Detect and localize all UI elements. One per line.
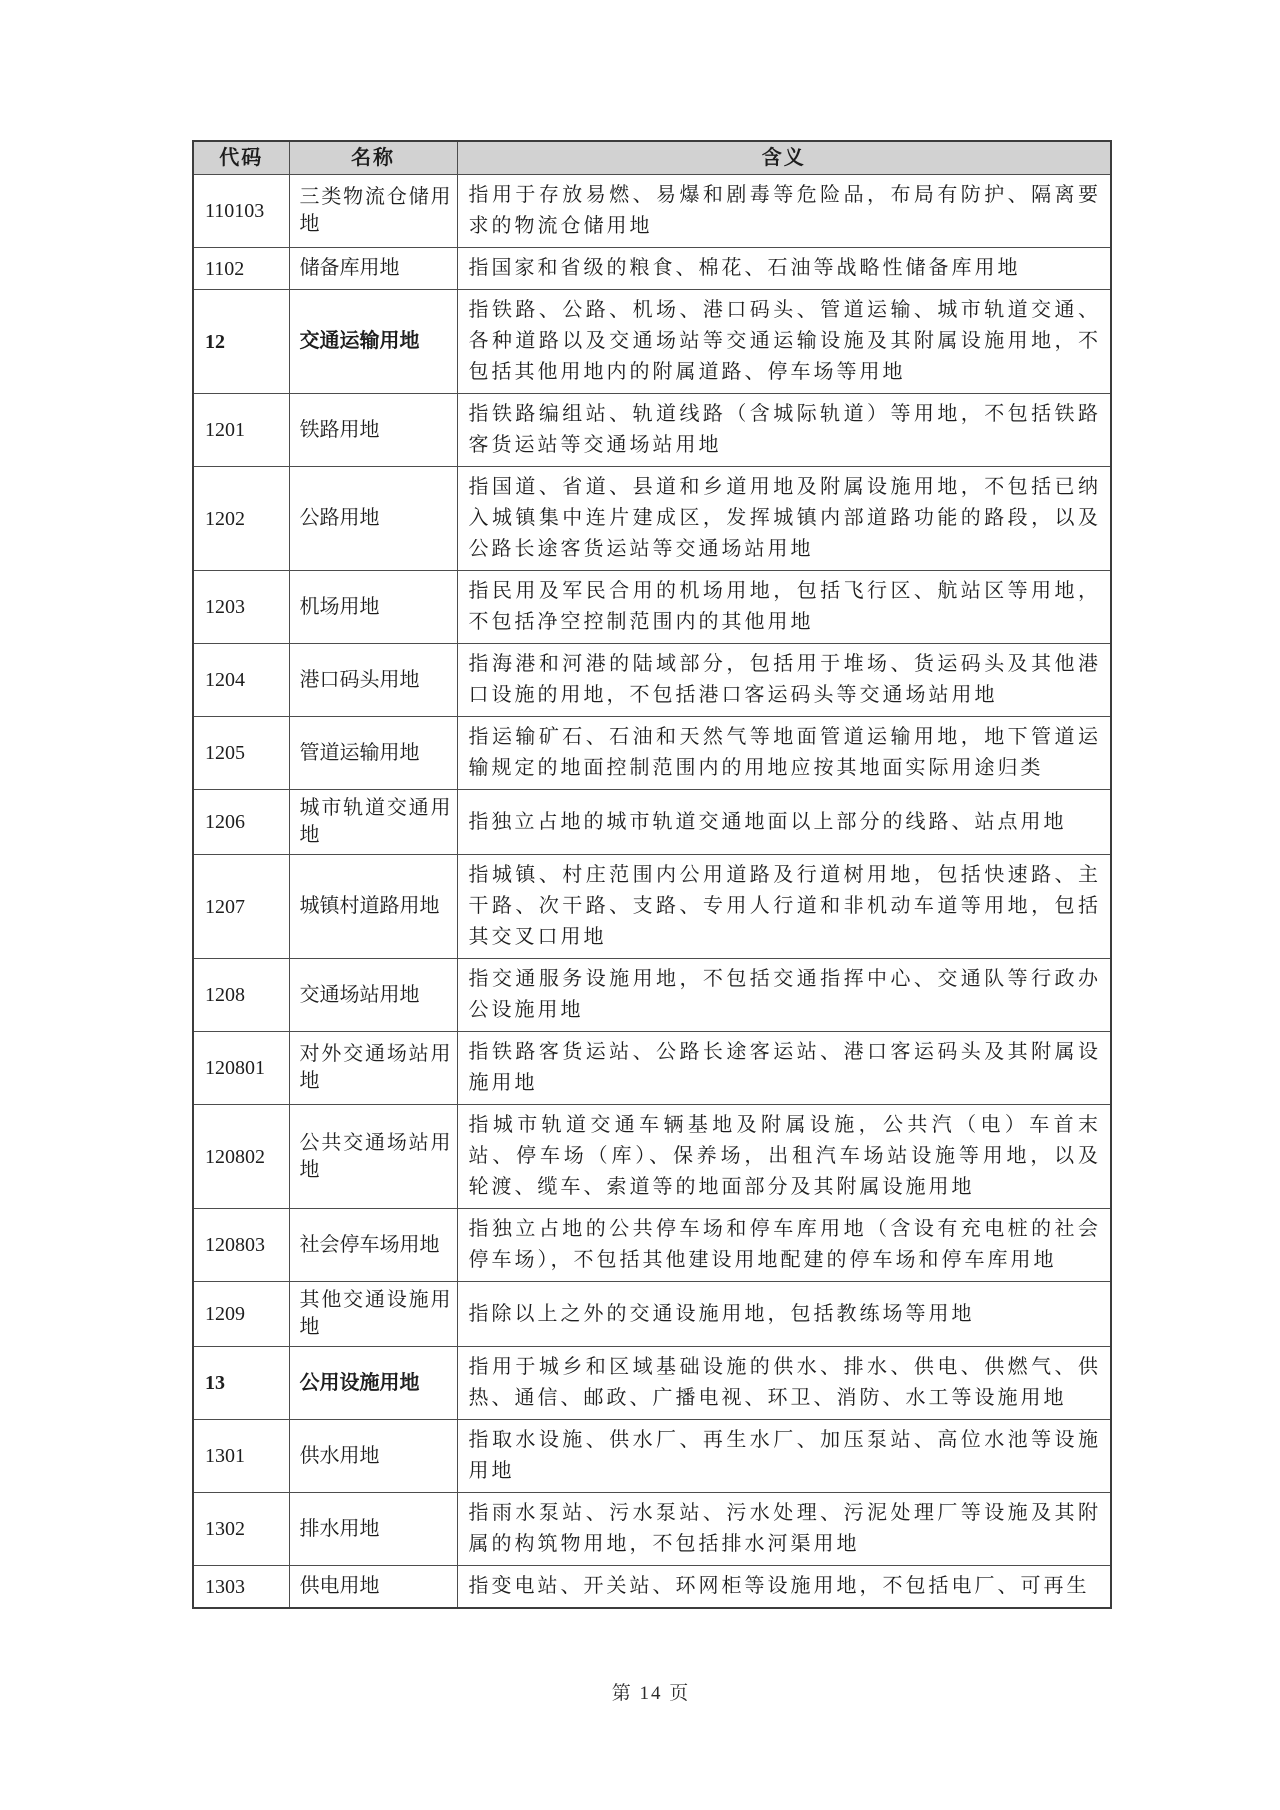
name-cell: 公用设施用地 <box>289 1347 457 1420</box>
table-row <box>193 290 1111 394</box>
name-cell: 公路用地 <box>289 467 457 571</box>
meaning-cell: 指雨水泵站、污水泵站、污水处理、污泥处理厂等设施及其附属的构筑物用地，不包括排水河渠用地 <box>457 1493 1111 1566</box>
name-cell: 城镇村道路用地 <box>289 855 457 959</box>
name-cell: 三类物流仓储用地 <box>289 175 457 248</box>
page-footer <box>192 1678 1110 1705</box>
table-row <box>193 790 1111 855</box>
table-row <box>193 1420 1111 1493</box>
code-cell: 120801 <box>193 1032 289 1105</box>
table-row <box>193 1282 1111 1347</box>
name-cell: 港口码头用地 <box>289 644 457 717</box>
name-cell: 排水用地 <box>289 1493 457 1566</box>
meaning-cell: 指变电站、开关站、环网柜等设施用地，不包括电厂、可再生 <box>457 1566 1111 1609</box>
table-body <box>193 175 1111 1609</box>
land-use-classification-table <box>192 140 1112 1609</box>
page-number: 第 14 页 <box>611 1683 691 1704</box>
meaning-cell: 指用于存放易燃、易爆和剧毒等危险品，布局有防护、隔离要求的物流仓储用地 <box>457 175 1111 248</box>
code-cell: 13 <box>193 1347 289 1420</box>
name-cell: 铁路用地 <box>289 394 457 467</box>
col-header-name: 名称 <box>289 141 457 175</box>
meaning-cell: 指城镇、村庄范围内公用道路及行道树用地，包括快速路、主干路、次干路、支路、专用人行道和非机动车道等用地，包括其交叉口用地 <box>457 855 1111 959</box>
name-cell: 储备库用地 <box>289 248 457 290</box>
code-cell: 1102 <box>193 248 289 290</box>
table-row <box>193 175 1111 248</box>
code-cell: 1206 <box>193 790 289 855</box>
name-cell: 交通运输用地 <box>289 290 457 394</box>
code-cell: 1208 <box>193 959 289 1032</box>
header-row <box>193 141 1111 175</box>
name-cell: 供水用地 <box>289 1420 457 1493</box>
code-cell: 1209 <box>193 1282 289 1347</box>
meaning-cell: 指独立占地的城市轨道交通地面以上部分的线路、站点用地 <box>457 790 1111 855</box>
name-cell: 供电用地 <box>289 1566 457 1609</box>
code-cell: 120802 <box>193 1105 289 1209</box>
name-cell: 交通场站用地 <box>289 959 457 1032</box>
code-cell: 12 <box>193 290 289 394</box>
table-row <box>193 1493 1111 1566</box>
table-row <box>193 248 1111 290</box>
meaning-cell: 指取水设施、供水厂、再生水厂、加压泵站、高位水池等设施用地 <box>457 1420 1111 1493</box>
table-row <box>193 571 1111 644</box>
code-cell: 1202 <box>193 467 289 571</box>
table-row <box>193 394 1111 467</box>
code-cell: 110103 <box>193 175 289 248</box>
meaning-cell: 指铁路编组站、轨道线路（含城际轨道）等用地，不包括铁路客货运站等交通场站用地 <box>457 394 1111 467</box>
name-cell: 公共交通场站用地 <box>289 1105 457 1209</box>
table-row <box>193 1209 1111 1282</box>
table-row <box>193 1105 1111 1209</box>
table-header <box>193 141 1111 175</box>
name-cell: 城市轨道交通用地 <box>289 790 457 855</box>
name-cell: 管道运输用地 <box>289 717 457 790</box>
code-cell: 1201 <box>193 394 289 467</box>
meaning-cell: 指国家和省级的粮食、棉花、石油等战略性储备库用地 <box>457 248 1111 290</box>
meaning-cell: 指铁路、公路、机场、港口码头、管道运输、城市轨道交通、各种道路以及交通场站等交通运输设施及其附属设施用地，不包括其他用地内的附属道路、停车场等用地 <box>457 290 1111 394</box>
meaning-cell: 指城市轨道交通车辆基地及附属设施，公共汽（电）车首末站、停车场（库）、保养场，出租汽车场站设施等用地，以及轮渡、缆车、索道等的地面部分及其附属设施用地 <box>457 1105 1111 1209</box>
meaning-cell: 指用于城乡和区域基础设施的供水、排水、供电、供燃气、供热、通信、邮政、广播电视、环卫、消防、水工等设施用地 <box>457 1347 1111 1420</box>
table-row <box>193 855 1111 959</box>
name-cell: 对外交通场站用地 <box>289 1032 457 1105</box>
table-row <box>193 959 1111 1032</box>
table-row <box>193 1032 1111 1105</box>
meaning-cell: 指除以上之外的交通设施用地，包括教练场等用地 <box>457 1282 1111 1347</box>
code-cell: 1205 <box>193 717 289 790</box>
code-cell: 1302 <box>193 1493 289 1566</box>
meaning-cell: 指铁路客货运站、公路长途客运站、港口客运码头及其附属设施用地 <box>457 1032 1111 1105</box>
meaning-cell: 指运输矿石、石油和天然气等地面管道运输用地，地下管道运输规定的地面控制范围内的用地应按其地面实际用途归类 <box>457 717 1111 790</box>
name-cell: 社会停车场用地 <box>289 1209 457 1282</box>
code-cell: 1303 <box>193 1566 289 1609</box>
table-row <box>193 467 1111 571</box>
col-header-meaning: 含义 <box>457 141 1111 175</box>
table-row <box>193 644 1111 717</box>
meaning-cell: 指国道、省道、县道和乡道用地及附属设施用地，不包括已纳入城镇集中连片建成区，发挥城镇内部道路功能的路段，以及公路长途客货运站等交通场站用地 <box>457 467 1111 571</box>
code-cell: 1207 <box>193 855 289 959</box>
name-cell: 机场用地 <box>289 571 457 644</box>
code-cell: 1301 <box>193 1420 289 1493</box>
table-row <box>193 1347 1111 1420</box>
table-row <box>193 1566 1111 1609</box>
name-cell: 其他交通设施用地 <box>289 1282 457 1347</box>
col-header-code: 代码 <box>193 141 289 175</box>
meaning-cell: 指海港和河港的陆域部分，包括用于堆场、货运码头及其他港口设施的用地，不包括港口客运码头等交通场站用地 <box>457 644 1111 717</box>
meaning-cell: 指独立占地的公共停车场和停车库用地（含设有充电桩的社会停车场），不包括其他建设用地配建的停车场和停车库用地 <box>457 1209 1111 1282</box>
table-row <box>193 717 1111 790</box>
meaning-cell: 指民用及军民合用的机场用地，包括飞行区、航站区等用地，不包括净空控制范围内的其他用地 <box>457 571 1111 644</box>
code-cell: 120803 <box>193 1209 289 1282</box>
code-cell: 1203 <box>193 571 289 644</box>
meaning-cell: 指交通服务设施用地，不包括交通指挥中心、交通队等行政办公设施用地 <box>457 959 1111 1032</box>
code-cell: 1204 <box>193 644 289 717</box>
